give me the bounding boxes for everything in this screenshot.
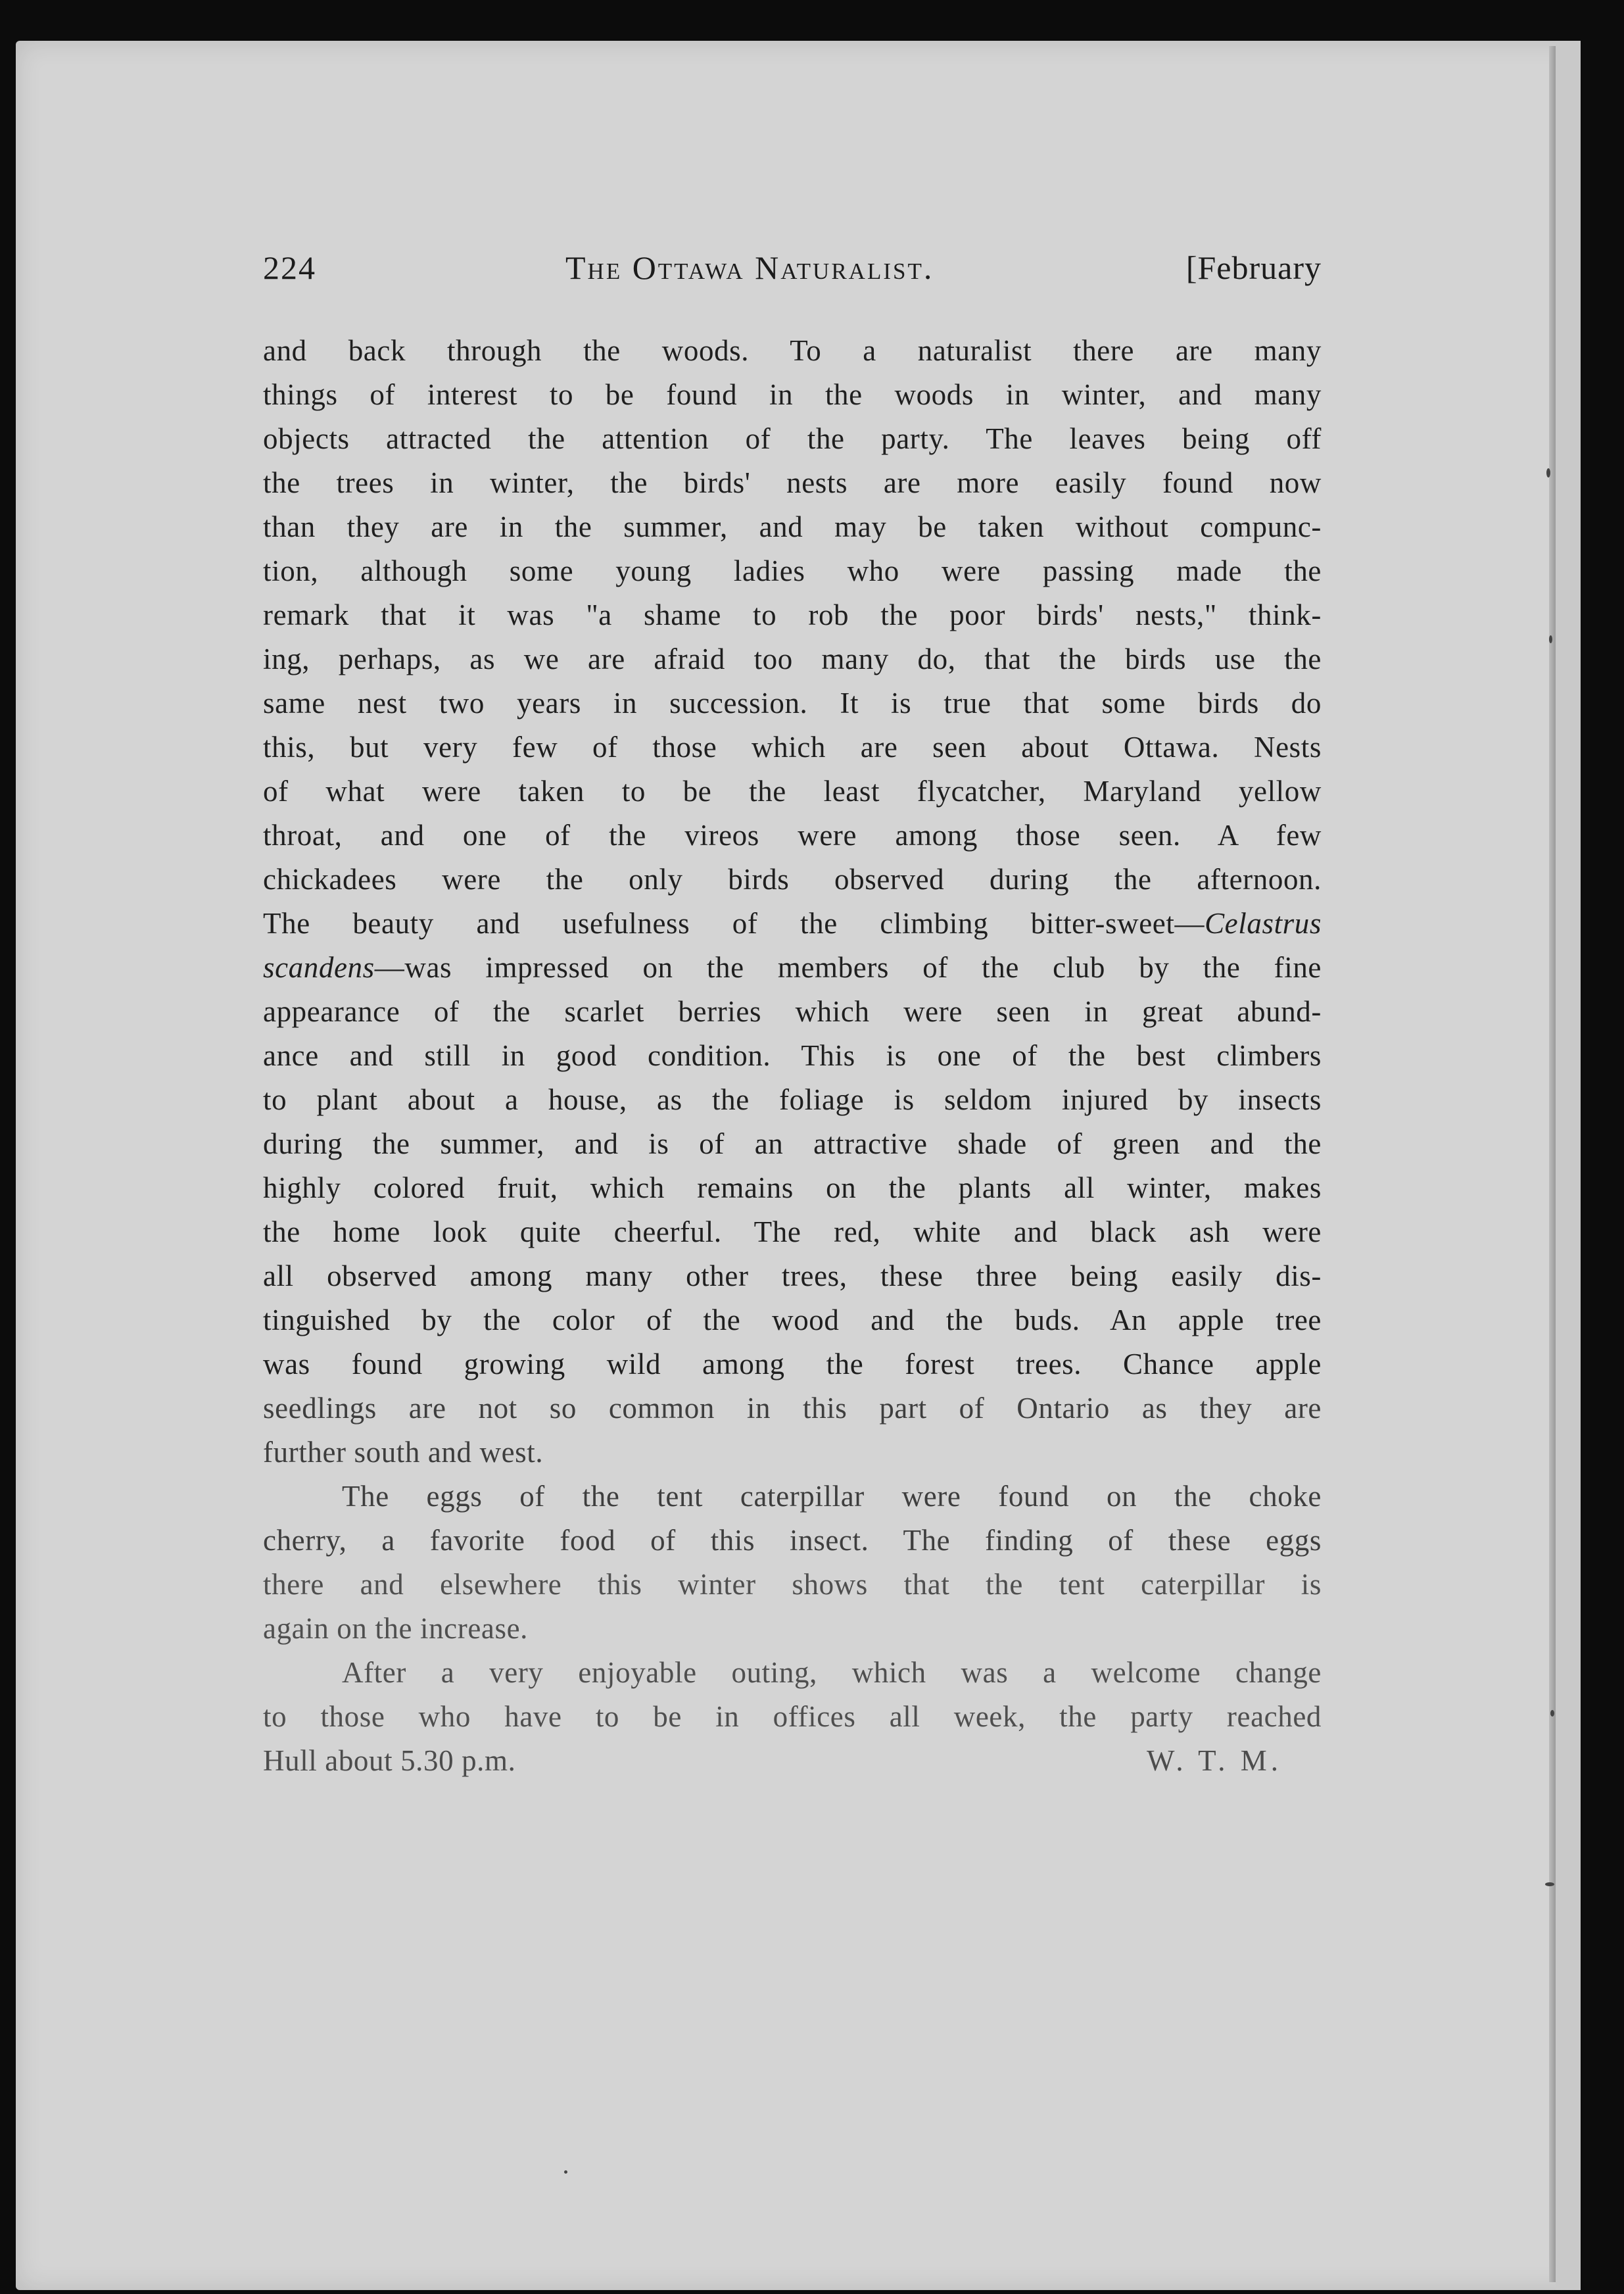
- text-line: ing, perhaps, as we are afraid too many do, that the birds use the: [263, 643, 1322, 675]
- text-line: this, but very few of those which are seen about Ottawa. Nests: [263, 731, 1322, 764]
- text-line: during the summer, and is of an attractive shade of green and the: [263, 1127, 1322, 1160]
- text-line: than they are in the summer, and may be taken without compunc-: [263, 510, 1322, 543]
- text-line: there and elsewhere this winter shows that the tent caterpillar is: [263, 1568, 1322, 1601]
- text-line: again on the increase.: [263, 1612, 529, 1645]
- scan-speck: [564, 2170, 567, 2174]
- text-line: the home look quite cheerful. The red, white and black ash were: [263, 1215, 1322, 1248]
- text-line: [263, 902, 1322, 946]
- running-header: [263, 249, 1322, 295]
- text-line: all observed among many other trees, these three being easily dis-: [263, 1259, 1322, 1292]
- scan-speck: [1549, 635, 1552, 643]
- scan-speck: [1545, 1882, 1554, 1886]
- text-line: and back through the woods. To a naturalist there are many: [263, 334, 1322, 367]
- page-margin-strip: [1556, 41, 1581, 2290]
- page-number: 224: [263, 249, 316, 286]
- text-line: ance and still in good condition. This is one of the best climbers: [263, 1039, 1322, 1072]
- text-line: things of interest to be found in the woods in winter, and many: [263, 378, 1322, 411]
- paragraph: [263, 329, 1322, 1475]
- text-line: objects attracted the attention of the party. The leaves being off: [263, 422, 1322, 455]
- journal-title: The Ottawa Naturalist.: [565, 249, 934, 286]
- scan-speck: [1546, 468, 1550, 477]
- text-line: cherry, a favorite food of this insect. The finding of these eggs: [263, 1524, 1322, 1557]
- text-line: to plant about a house, as the foliage is seldom injured by insects: [263, 1083, 1322, 1116]
- text-line: remark that it was "a shame to rob the poor birds' nests," think-: [263, 598, 1322, 631]
- text-line: tinguished by the color of the wood and the buds. An apple tree: [263, 1304, 1322, 1336]
- text-line: of what were taken to be the least flycatcher, Maryland yellow: [263, 775, 1322, 808]
- text-line: After a very enjoyable outing, which was a welcome change: [342, 1656, 1322, 1689]
- text-line: to those who have to be in offices all week, the party reached: [263, 1700, 1322, 1733]
- paragraph: [263, 1651, 1322, 1783]
- text-line: the trees in winter, the birds' nests are more easily found now: [263, 466, 1322, 499]
- paragraph: [263, 1475, 1322, 1651]
- text-line: chickadees were the only birds observed during the afternoon.: [263, 863, 1322, 896]
- text-line: same nest two years in succession. It is true that some birds do: [263, 687, 1322, 720]
- closing-line: [263, 1739, 1322, 1783]
- text-line: appearance of the scarlet berries which were seen in great abund-: [263, 995, 1322, 1028]
- scan-speck: [1550, 1710, 1554, 1717]
- text-line: tion, although some young ladies who were passing made the: [263, 554, 1322, 587]
- text-segment: —was impressed on the members of the club by the fine: [374, 951, 1322, 984]
- page-fold-edge: [1549, 46, 1556, 2282]
- text-segment: Hull about 5.30 p.m.: [263, 1744, 516, 1777]
- text-line: highly colored fruit, which remains on the plants all winter, makes: [263, 1171, 1322, 1204]
- text-line: [263, 946, 1322, 990]
- article-body: [263, 329, 1322, 1783]
- text-line: throat, and one of the vireos were among those seen. A few: [263, 819, 1322, 852]
- header-month: [February: [1185, 249, 1322, 286]
- text-line: The eggs of the tent caterpillar were found on the choke: [342, 1480, 1322, 1513]
- text-line: seedlings are not so common in this part of Ontario as they are: [263, 1392, 1322, 1425]
- text-line: was found growing wild among the forest trees. Chance apple: [263, 1348, 1322, 1380]
- species-name-italic: scandens: [263, 951, 375, 984]
- species-name-italic: Celastrus: [1205, 907, 1322, 940]
- author-initials: W. T. M.: [1147, 1744, 1282, 1777]
- text-segment: The beauty and usefulness of the climbing bitter-sweet—: [263, 907, 1205, 940]
- text-line: further south and west.: [263, 1436, 544, 1469]
